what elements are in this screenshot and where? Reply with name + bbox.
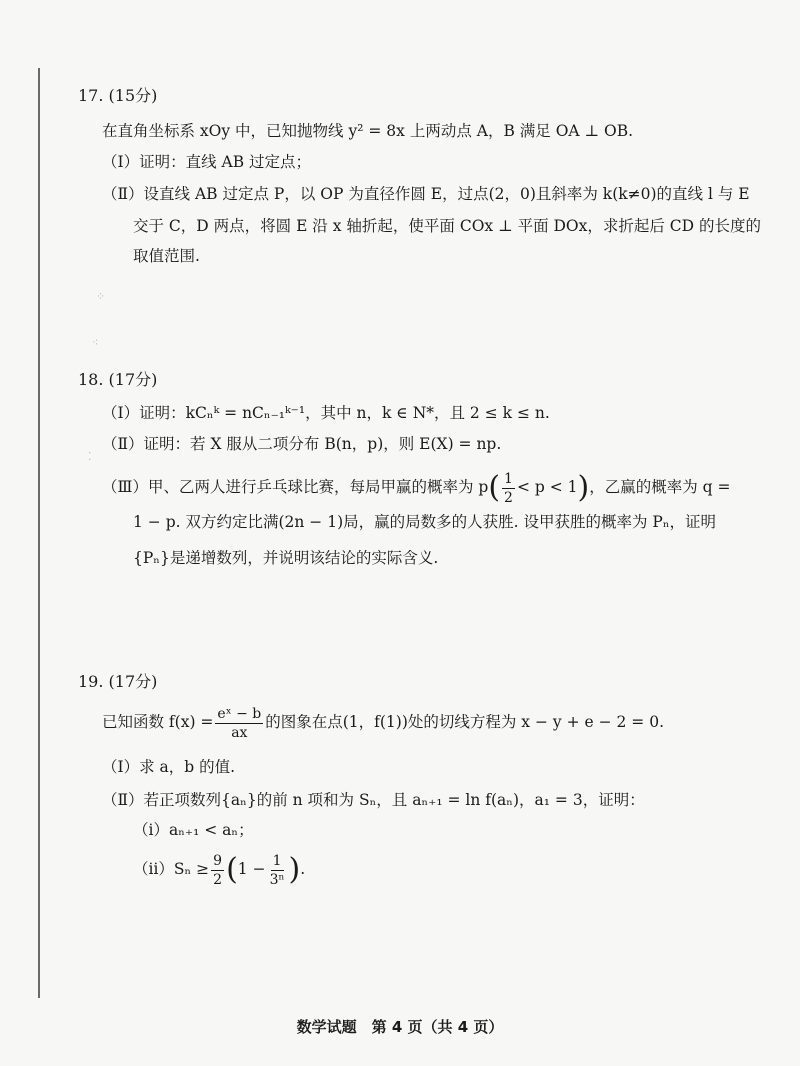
q17-part2-line3: 取值范围. (133, 247, 200, 265)
fraction-one-over-3n (268, 854, 287, 887)
q18-part3-line1 (102, 470, 730, 504)
q19-sub2 (133, 850, 305, 888)
fraction-numerator: 1 (272, 852, 282, 869)
fraction-denominator: 3ⁿ (269, 871, 285, 888)
q17-part2-line1: （Ⅱ）设直线 AB 过定点 P，以 OP 为直径作圆 E，过点(2，0)且斜率为 k(k≠0)的直线 l 与 E (102, 185, 750, 203)
fraction-nine-halves (211, 854, 224, 887)
left-paren: ( (226, 852, 238, 887)
fraction-denominator: 2 (213, 871, 223, 888)
q18-part2: （Ⅱ）证明：若 X 服从二项分布 B(n，p)，则 E(X) = np. (102, 435, 502, 453)
q17-part2-line2: 交于 C，D 两点，将圆 E 沿 x 轴折起，使平面 COx ⊥ 平面 DOx，求折起后 CD 的长度的 (133, 217, 762, 235)
q19-stem-text-a: 已知函数 f(x) = (102, 713, 214, 731)
q18-part1: （Ⅰ）证明：kCₙᵏ = nCₙ₋₁ᵏ⁻¹，其中 n，k ∈ N*，且 2 ≤ k ≤ n. (102, 404, 550, 422)
q19-stem-text-b: 的图象在点(1，f(1))处的切线方程为 x − y + e − 2 = 0. (265, 713, 664, 731)
fraction-denominator: 2 (504, 489, 513, 506)
q19-sub2-text-b: 1 − (237, 860, 266, 878)
left-margin-rule (38, 68, 40, 998)
q17-header: 17. (15分) (78, 86, 158, 105)
fraction-one-half (502, 472, 515, 505)
page-footer: 数学试题 第 4 页（共 4 页） (296, 1018, 504, 1036)
left-paren: ( (488, 470, 501, 505)
q19-sub2-end: . (300, 860, 306, 878)
q18-header: 18. (17分) (78, 370, 158, 389)
fraction-denominator: ax (231, 724, 248, 741)
scan-speck: ⁘ (96, 290, 106, 303)
q18-part3-text-a: （Ⅲ）甲、乙两人进行乒乓球比赛，每局甲赢的概率为 p (102, 478, 489, 496)
right-paren: ) (577, 470, 590, 505)
q19-part2: （Ⅱ）若正项数列{aₙ}的前 n 项和为 Sₙ，且 aₙ₊₁ = ln f(aₙ)，a₁ = 3，证明： (102, 791, 645, 809)
q19-sub1: （ⅰ）aₙ₊₁ < aₙ； (133, 821, 254, 839)
q19-sub2-text-a: （ⅱ）Sₙ ≥ (133, 860, 210, 878)
q19-part1: （Ⅰ）求 a，b 的值. (102, 758, 236, 776)
right-paren: ) (288, 852, 301, 887)
q18-part3-line2: 1 − p. 双方约定比满(2n − 1)局，赢的局数多的人获胜. 设甲获胜的概率为 Pₙ，证明 (133, 513, 717, 531)
scan-speck: ⁖ (92, 336, 99, 349)
q17-stem: 在直角坐标系 xOy 中，已知抛物线 y² = 8x 上两动点 A，B 满足 OA ⊥ OB. (102, 122, 634, 140)
fraction-numerator: 1 (504, 470, 513, 487)
scan-speck: ⁚ (88, 450, 92, 463)
q17-part1: （Ⅰ）证明：直线 AB 过定点； (102, 153, 312, 171)
fraction-numerator: 9 (213, 852, 223, 869)
q19-header: 19. (17分) (78, 672, 158, 691)
q19-stem (102, 704, 664, 740)
fraction-numerator: eˣ − b (217, 705, 262, 722)
fraction-function (215, 707, 263, 740)
q18-part3-text-b: < p < 1 (516, 478, 578, 496)
q18-part3-text-c: ，乙赢的概率为 q = (589, 478, 731, 496)
q18-part3-line3: {Pₙ}是递增数列，并说明该结论的实际含义. (133, 549, 439, 567)
